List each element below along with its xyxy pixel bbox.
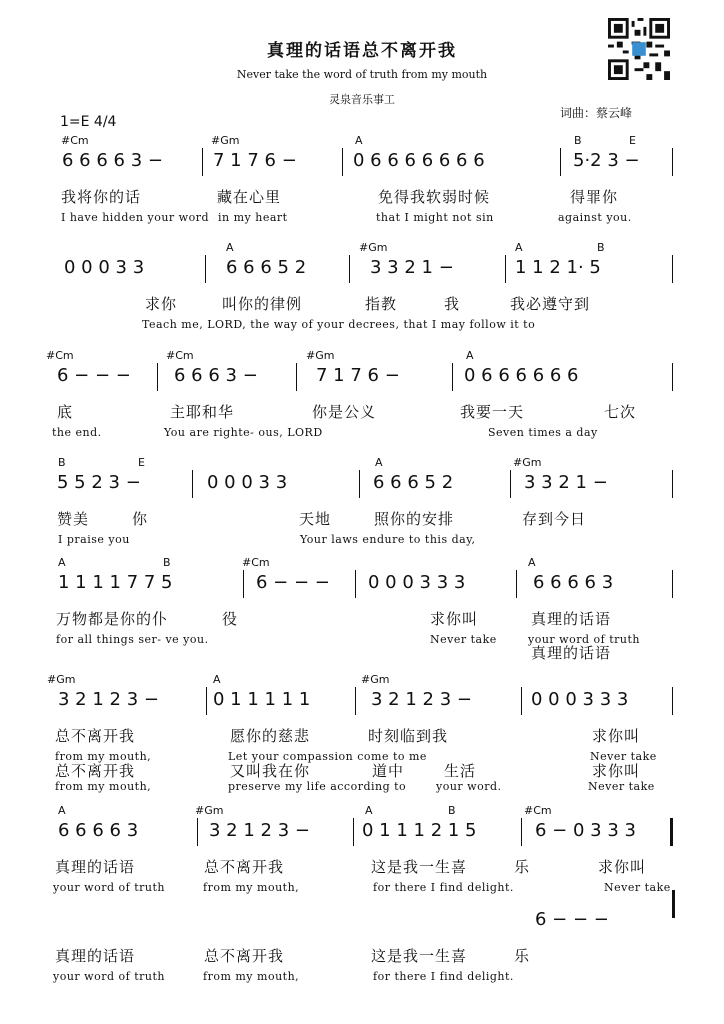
english-lyric: for all things ser- ve you.: [56, 633, 209, 646]
final-bar-line: [672, 890, 675, 918]
note-group: 6 6 6 6 3 −: [62, 150, 163, 171]
chord-symbol: #Gm: [306, 349, 335, 362]
bar-line: [206, 687, 207, 715]
english-lyric: Your laws endure to this day,: [300, 533, 476, 546]
lyric-text: 藏在心里: [217, 188, 282, 206]
lyric-text: 真理的话语: [55, 947, 136, 965]
chord-symbol: #Cm: [524, 804, 552, 817]
bar-line: [672, 148, 673, 176]
chord-symbol: B: [597, 241, 605, 254]
note-group: 3 2 1 2 3 −: [209, 820, 310, 841]
chord-symbol: A: [528, 556, 536, 569]
bar-line: [349, 255, 350, 283]
note-group: 6 − 0 3 3 3: [535, 820, 636, 841]
lyric-text: 生活: [444, 762, 477, 780]
repeat-bar-line: [670, 818, 673, 846]
lyric-text: 这是我一生喜: [371, 947, 468, 965]
lyric-text: 愿你的慈悲: [230, 727, 311, 745]
chord-symbol: E: [629, 134, 636, 147]
note-group: 1 1 1 1 7 7 5: [58, 572, 173, 593]
note-group: 7 1 7 6 −: [316, 365, 400, 386]
bar-line: [505, 255, 506, 283]
english-lyric: your word of truth: [53, 881, 165, 894]
chord-symbol: #Gm: [211, 134, 240, 147]
chord-symbol: B: [163, 556, 171, 569]
lyric-text: 总不离开我: [204, 947, 285, 965]
note-group: 6 6 6 3 −: [174, 365, 258, 386]
note-group: 1 1 2 1· 5: [515, 257, 601, 278]
note-group: 0 0 0 3 3: [207, 472, 288, 493]
lyric-text: 我: [444, 295, 461, 313]
lyric-text: 总不离开我: [204, 858, 285, 876]
english-lyric: Teach me, LORD, the way of your decrees, that I may follow it to: [142, 318, 536, 331]
lyric-text: 得罪你: [570, 188, 619, 206]
lyric-text: 免得我软弱时候: [378, 188, 491, 206]
english-lyric: from my mouth,: [55, 780, 152, 793]
qr-code-icon: [608, 18, 670, 80]
chord-symbol: A: [375, 456, 383, 469]
english-lyric: You are righte- ous, LORD: [164, 426, 323, 439]
lyric-text: 我要一天: [460, 403, 525, 421]
bar-line: [192, 470, 193, 498]
lyric-text: 天地: [299, 510, 332, 528]
lyric-text: 赞美: [57, 510, 90, 528]
note-group: 0 1 1 1 1 1: [213, 689, 311, 710]
note-group: 3 2 1 2 3 −: [371, 689, 472, 710]
note-group: 3 3 2 1 −: [370, 257, 454, 278]
bar-line: [672, 470, 673, 498]
chord-symbol: #Cm: [61, 134, 89, 147]
lyric-text: 乐: [514, 858, 531, 876]
note-group: 5·2 3 −: [573, 150, 640, 171]
chord-symbol: #Cm: [166, 349, 194, 362]
english-lyric: Seven times a day: [488, 426, 598, 439]
note-group: 6 6 6 6 3: [533, 572, 614, 593]
english-lyric: against you.: [558, 211, 632, 224]
english-lyric: from my mouth,: [203, 970, 300, 983]
bar-line: [452, 363, 453, 391]
lyric-text: 役: [222, 610, 239, 628]
bar-line: [355, 687, 356, 715]
english-lyric: your word of truth: [53, 970, 165, 983]
bar-line: [672, 687, 673, 715]
bar-line: [521, 687, 522, 715]
chord-symbol: #Gm: [47, 673, 76, 686]
english-lyric: preserve my life according to: [228, 780, 407, 793]
bar-line: [355, 570, 356, 598]
english-lyric: Never take: [430, 633, 497, 646]
publisher: 灵泉音乐事工: [329, 93, 395, 106]
note-group: 3 3 2 1 −: [524, 472, 608, 493]
english-lyric: I praise you: [58, 533, 130, 546]
chord-symbol: B: [574, 134, 582, 147]
note-group: 5 5 2 3 −: [57, 472, 141, 493]
lyric-text: 你是公义: [312, 403, 377, 421]
bar-line: [521, 818, 522, 846]
chord-symbol: A: [58, 556, 66, 569]
note-group: 3 2 1 2 3 −: [58, 689, 159, 710]
chord-symbol: E: [138, 456, 145, 469]
bar-line: [243, 570, 244, 598]
english-lyric: Let your compassion come to me: [228, 750, 427, 763]
note-group: 6 − − −: [535, 909, 609, 930]
chord-symbol: #Gm: [195, 804, 224, 817]
english-lyric: I have hidden your word: [61, 211, 209, 224]
chord-symbol: #Cm: [242, 556, 270, 569]
bar-line: [342, 148, 343, 176]
lyric-text: 叫你的律例: [222, 295, 303, 313]
note-group: 6 − − −: [256, 572, 330, 593]
english-lyric: your word.: [436, 780, 502, 793]
lyric-text: 求你叫: [592, 762, 641, 780]
lyric-text: 真理的话语: [55, 858, 136, 876]
lyric-text: 七次: [604, 403, 637, 421]
bar-line: [353, 818, 354, 846]
note-group: 0 0 0 3 3: [64, 257, 145, 278]
note-group: 0 6 6 6 6 6 6: [464, 365, 579, 386]
lyric-text: 求你叫: [592, 727, 641, 745]
lyric-text: 你: [132, 510, 149, 528]
english-lyric: from my mouth,: [203, 881, 300, 894]
chord-symbol: A: [213, 673, 221, 686]
bar-line: [516, 570, 517, 598]
key-signature: 1=E 4/4: [60, 114, 117, 130]
english-lyric: that I might not sin: [376, 211, 494, 224]
lyric-text: 求你叫: [430, 610, 479, 628]
note-group: 7 1 7 6 −: [213, 150, 297, 171]
bar-line: [359, 470, 360, 498]
lyric-text: 指教: [365, 295, 398, 313]
lyric-text: 主耶和华: [170, 403, 235, 421]
bar-line: [560, 148, 561, 176]
bar-line: [296, 363, 297, 391]
chord-symbol: B: [58, 456, 66, 469]
english-lyric: your word of truth: [528, 633, 640, 646]
note-group: 6 6 6 5 2: [226, 257, 307, 278]
bar-line: [672, 255, 673, 283]
bar-line: [510, 470, 511, 498]
bar-line: [205, 255, 206, 283]
lyric-text: 底: [57, 403, 74, 421]
bar-line: [157, 363, 158, 391]
lyric-text: 总不离开我: [55, 727, 136, 745]
lyric-text: 我必遵守到: [510, 295, 591, 313]
lyric-text: 真理的话语: [531, 610, 612, 628]
lyric-text: 照你的安排: [374, 510, 455, 528]
chord-symbol: A: [466, 349, 474, 362]
english-lyric: Never take: [590, 750, 657, 763]
lyric-text: 求你: [145, 295, 178, 313]
lyric-text: 乐: [514, 947, 531, 965]
bar-line: [672, 570, 673, 598]
english-lyric: from my mouth,: [55, 750, 152, 763]
note-group: 0 6 6 6 6 6 6 6: [353, 150, 485, 171]
english-lyric: for there I find delight.: [373, 881, 514, 894]
lyric-text: 时刻临到我: [368, 727, 449, 745]
bar-line: [672, 363, 673, 391]
lyric-text: 这是我一生喜: [371, 858, 468, 876]
chord-symbol: #Cm: [46, 349, 74, 362]
chord-symbol: #Gm: [513, 456, 542, 469]
lyric-text: 总不离开我: [55, 762, 136, 780]
bar-line: [197, 818, 198, 846]
english-lyric: for there I find delight.: [373, 970, 514, 983]
lyric-text: 道中: [372, 762, 405, 780]
song-title: 真理的话语总不离开我: [267, 41, 457, 61]
bar-line: [202, 148, 203, 176]
lyric-text: 我将你的话: [61, 188, 142, 206]
note-group: 6 6 6 6 3: [58, 820, 139, 841]
english-lyric: in my heart: [218, 211, 288, 224]
note-group: 0 0 0 3 3 3: [368, 572, 466, 593]
chord-symbol: A: [515, 241, 523, 254]
lyric-text: 求你叫: [598, 858, 647, 876]
chord-symbol: A: [226, 241, 234, 254]
lyric-text: 万物都是你的仆: [56, 610, 169, 628]
lyric-text: 存到今日: [522, 510, 587, 528]
lyric-text: 真理的话语: [531, 644, 612, 662]
note-group: 0 0 0 3 3 3: [531, 689, 629, 710]
chord-symbol: #Gm: [361, 673, 390, 686]
chord-symbol: A: [355, 134, 363, 147]
note-group: 0 1 1 1 2 1 5: [362, 820, 477, 841]
english-lyric: Never take: [588, 780, 655, 793]
chord-symbol: #Gm: [359, 241, 388, 254]
chord-symbol: A: [58, 804, 66, 817]
english-lyric: Never take: [604, 881, 671, 894]
song-subtitle: Never take the word of truth from my mouth: [236, 68, 488, 81]
lyric-text: 又叫我在你: [230, 762, 311, 780]
note-group: 6 − − −: [57, 365, 131, 386]
note-group: 6 6 6 5 2: [373, 472, 454, 493]
chord-symbol: A: [365, 804, 373, 817]
english-lyric: the end.: [52, 426, 102, 439]
chord-symbol: B: [448, 804, 456, 817]
composer: 词曲：蔡云峰: [560, 106, 633, 120]
